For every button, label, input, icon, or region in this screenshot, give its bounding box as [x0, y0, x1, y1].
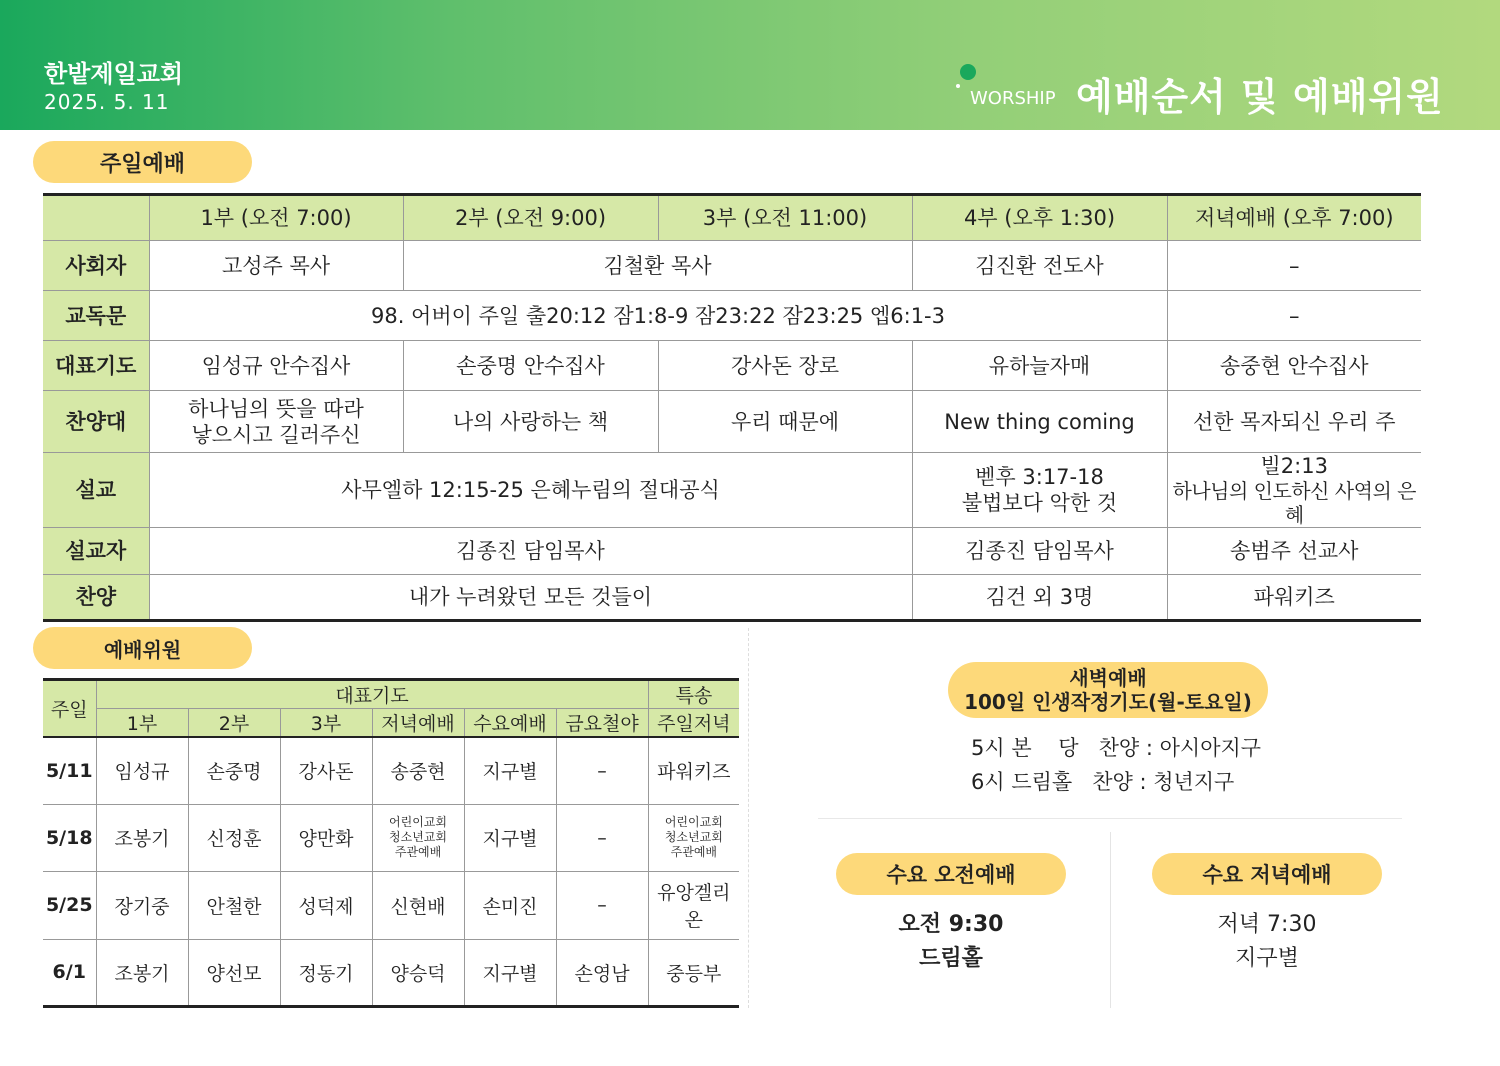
row-label: 설교자	[43, 528, 149, 575]
week-header: 주일	[43, 680, 96, 738]
sunday-worship-table	[43, 193, 1421, 622]
cell-line: 하나님의 인도하신 사역의 은혜	[1172, 479, 1416, 527]
small-dot-icon	[956, 84, 960, 88]
table-cell: 손중명	[188, 737, 280, 804]
row-label: 설교	[43, 453, 149, 528]
table-row	[43, 804, 739, 871]
table-row	[43, 291, 1421, 341]
table-cell: 신정훈	[188, 804, 280, 871]
column-header: 3부 (오전 11:00)	[658, 195, 912, 241]
week-cell: 6/1	[43, 939, 96, 1006]
table-cell: 양만화	[280, 804, 372, 871]
column-header: 3부	[280, 709, 372, 738]
service-time: 저녁 7:30	[1217, 912, 1317, 937]
worship-staff-label: 예배위원	[33, 627, 252, 669]
cell-line: 하나님의 뜻을 따라	[188, 396, 364, 421]
table-cell: 강사돈 장로	[658, 341, 912, 391]
table-cell: 중등부	[648, 939, 739, 1006]
cell-line: 청소년교회	[664, 830, 723, 844]
table-row	[43, 241, 1421, 291]
vertical-divider	[1110, 832, 1111, 1008]
column-header: 저녁예배 (오후 7:00)	[1167, 195, 1421, 241]
table-cell: 김종진 담임목사	[149, 528, 912, 575]
table-cell: –	[1167, 291, 1421, 341]
row-label: 사회자	[43, 241, 149, 291]
table-row	[43, 939, 739, 1006]
wednesday-morning-info	[836, 908, 1066, 976]
table-row	[43, 528, 1421, 575]
column-header: 1부 (오전 7:00)	[149, 195, 403, 241]
horizontal-divider	[818, 818, 1402, 819]
table-cell: 강사돈	[280, 737, 372, 804]
row-label: 대표기도	[43, 341, 149, 391]
table-cell: 신현배	[372, 871, 464, 939]
table-row	[43, 575, 1421, 621]
table-cell: 조봉기	[96, 804, 188, 871]
table-row	[43, 871, 739, 939]
table-cell: 98. 어버이 주일 출20:12 잠1:8-9 잠23:22 잠23:25 엡6:1-3	[149, 291, 1167, 341]
table-cell: 임성규 안수집사	[149, 341, 403, 391]
column-header: 주일저녁	[648, 709, 739, 738]
table-cell: 내가 누려왔던 모든 것들이	[149, 575, 912, 621]
wednesday-evening-info	[1152, 908, 1382, 976]
column-header: 수요예배	[464, 709, 556, 738]
cell-line: 어린이교회	[664, 815, 723, 829]
dawn-title-line: 새벽예배	[1069, 666, 1147, 690]
table-cell: 선한 목자되신 우리 주	[1167, 391, 1421, 453]
bulletin-date: 2025. 5. 11	[44, 90, 170, 114]
header-corner-cell	[43, 195, 149, 241]
table-cell: 성덕제	[280, 871, 372, 939]
table-cell: 김종진 담임목사	[912, 528, 1167, 575]
church-name: 한밭제일교회	[44, 60, 184, 88]
cell-line: 어린이교회	[389, 815, 447, 829]
wednesday-morning-label: 수요 오전예배	[836, 853, 1066, 895]
table-cell: 송중현	[372, 737, 464, 804]
table-cell: 지구별	[464, 804, 556, 871]
column-header: 2부	[188, 709, 280, 738]
table-cell: 김건 외 3명	[912, 575, 1167, 621]
worship-staff-table	[43, 678, 739, 1008]
column-header: 저녁예배	[372, 709, 464, 738]
table-cell: New thing coming	[912, 391, 1167, 453]
table-cell	[372, 804, 464, 871]
table-row	[43, 737, 739, 804]
table-cell: 송중현 안수집사	[1167, 341, 1421, 391]
special-song-header: 특송	[648, 680, 739, 709]
table-cell: 사무엘하 12:15-25 은혜누림의 절대공식	[149, 453, 912, 528]
table-cell: 고성주 목사	[149, 241, 403, 291]
row-label: 찬양대	[43, 391, 149, 453]
table-cell: 파워키즈	[1167, 575, 1421, 621]
table-cell: –	[556, 737, 648, 804]
service-place: 지구별	[1235, 946, 1299, 971]
cell-line: 낳으시고 길러주신	[191, 422, 361, 447]
table-cell: 김철환 목사	[403, 241, 912, 291]
header-subtitle: WORSHIP	[970, 88, 1056, 109]
table-cell: 양선모	[188, 939, 280, 1006]
table-cell: 나의 사랑하는 책	[403, 391, 658, 453]
table-cell	[149, 391, 403, 453]
table-cell: 손중명 안수집사	[403, 341, 658, 391]
table-cell: 김진환 전도사	[912, 241, 1167, 291]
table-cell: 지구별	[464, 737, 556, 804]
column-header: 금요철야	[556, 709, 648, 738]
dawn-schedule-line: 5시 본 당 찬양 : 아시아지구	[971, 736, 1262, 760]
week-cell: 5/18	[43, 804, 96, 871]
sunday-worship-label: 주일예배	[33, 141, 252, 183]
cell-line: 빌2:13	[1260, 454, 1328, 478]
table-cell: –	[556, 804, 648, 871]
column-header: 1부	[96, 709, 188, 738]
table-header-row	[43, 195, 1421, 241]
table-cell: 정동기	[280, 939, 372, 1006]
wednesday-evening-label: 수요 저녁예배	[1152, 853, 1382, 895]
table-subheader-row	[43, 709, 739, 738]
table-cell	[912, 453, 1167, 528]
column-header: 2부 (오전 9:00)	[403, 195, 658, 241]
prayer-header: 대표기도	[96, 680, 648, 709]
table-row	[43, 391, 1421, 453]
dawn-title-line: 100일 인생작정기도(월-토요일)	[964, 690, 1252, 714]
table-cell: 안철한	[188, 871, 280, 939]
row-label: 교독문	[43, 291, 149, 341]
table-cell	[1167, 453, 1421, 528]
table-cell: 우리 때문에	[658, 391, 912, 453]
dawn-schedule-line: 6시 드림홀 찬양 : 청년지구	[971, 770, 1235, 794]
table-cell: 유앙겔리온	[648, 871, 739, 939]
table-cell: –	[556, 871, 648, 939]
table-cell: 송범주 선교사	[1167, 528, 1421, 575]
cell-line: 주관예배	[394, 845, 442, 859]
table-cell: 임성규	[96, 737, 188, 804]
dawn-prayer-label	[948, 662, 1268, 718]
table-cell: 양승덕	[372, 939, 464, 1006]
service-time: 오전 9:30	[898, 912, 1004, 937]
table-cell: 손미진	[464, 871, 556, 939]
table-cell: 손영남	[556, 939, 648, 1006]
table-cell: 장기중	[96, 871, 188, 939]
table-row	[43, 453, 1421, 528]
table-cell: 지구별	[464, 939, 556, 1006]
week-cell: 5/11	[43, 737, 96, 804]
table-header-row	[43, 680, 739, 709]
vertical-divider	[748, 628, 749, 1008]
cell-line: 청소년교회	[389, 830, 447, 844]
dot-icon	[960, 64, 976, 80]
cell-line: 주관예배	[670, 845, 718, 859]
cell-line: 벧후 3:17-18	[975, 465, 1104, 489]
week-cell: 5/25	[43, 871, 96, 939]
table-cell: –	[1167, 241, 1421, 291]
page-title: 예배순서 및 예배위원	[1076, 75, 1444, 119]
table-cell: 파워키즈	[648, 737, 739, 804]
table-cell	[648, 804, 739, 871]
row-label: 찬양	[43, 575, 149, 621]
header-banner	[0, 0, 1500, 130]
table-cell: 유하늘자매	[912, 341, 1167, 391]
service-place: 드림홀	[919, 946, 983, 971]
cell-line: 불법보다 악한 것	[961, 491, 1118, 515]
table-row	[43, 341, 1421, 391]
column-header: 4부 (오후 1:30)	[912, 195, 1167, 241]
table-cell: 조봉기	[96, 939, 188, 1006]
